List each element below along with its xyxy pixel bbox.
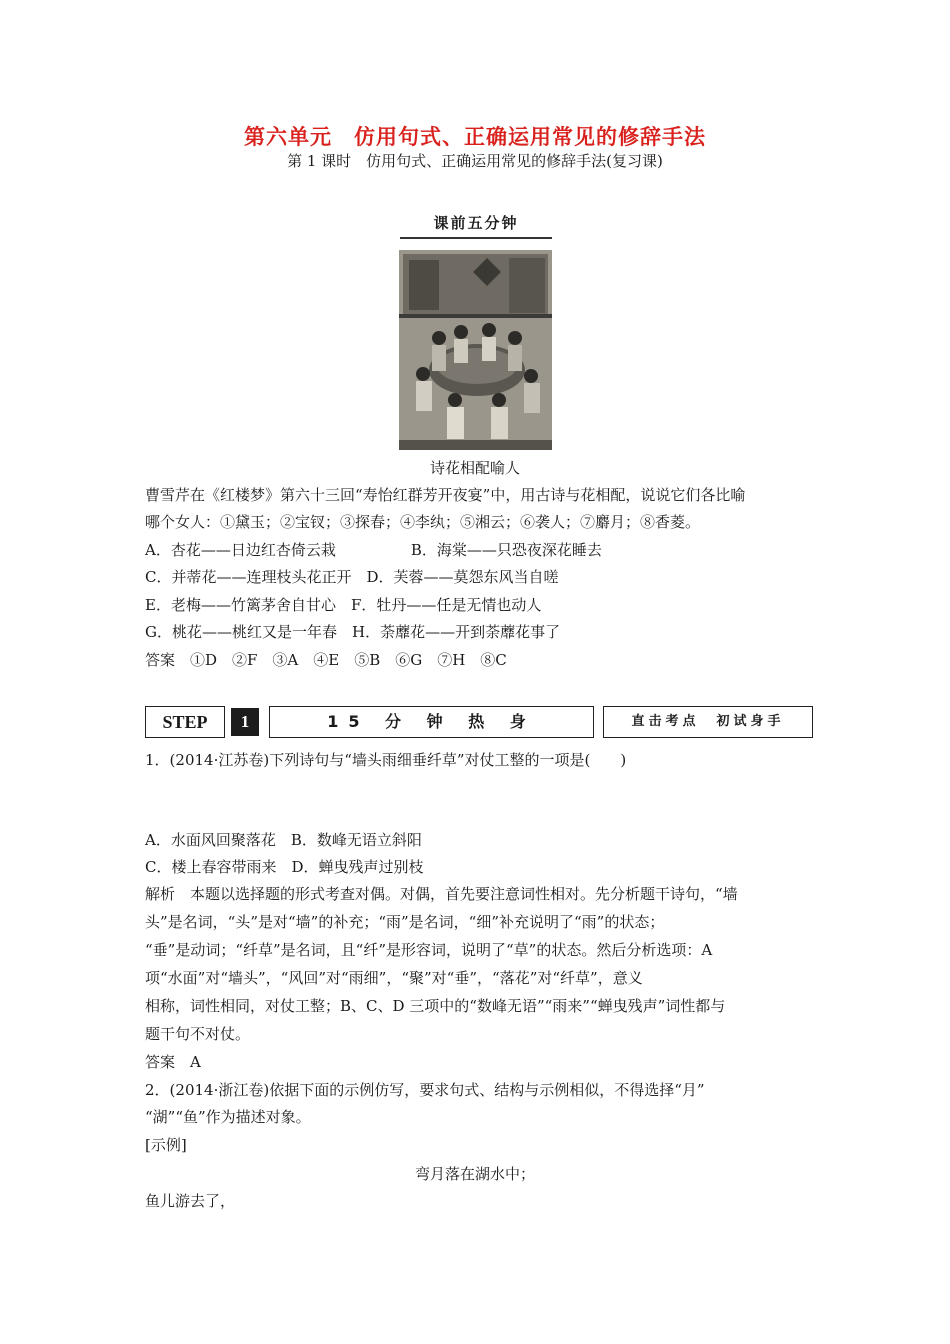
step-tag: 直击考点 初试身手 (603, 706, 813, 738)
step-banner (145, 706, 813, 740)
unit-title: 第六单元 仿用句式、正确运用常见的修辞手法 (244, 125, 706, 149)
analysis-line: 题干句不对仗。 (145, 1025, 251, 1043)
intro-line: 哪个女人：①黛玉；②宝钗；③探春；④李纨；⑤湘云；⑥袭人；⑦麝月；⑧香菱。 (145, 513, 701, 531)
option-line: A．杏花——日边红杏倚云栽 B．海棠——只恐夜深花睡去 (145, 541, 602, 559)
question-1-answer: 答案 A (145, 1053, 201, 1071)
question-1-option: C．楼上春容带雨来 D．蝉曳残声过别枝 (145, 858, 424, 876)
example-label: [示例] (145, 1136, 187, 1154)
analysis-line: 头”是名词，“头”是对“墙”的补充；“雨”是名词，“细”补充说明了“雨”的状态； (145, 913, 665, 931)
step-title: 15 分 钟 热 身 (269, 706, 594, 738)
analysis-line: 项“水面”对“墙头”，“风回”对“雨细”，“聚”对“垂”，“落花”对“纤草”，意义 (145, 969, 643, 987)
example-line: 鱼儿游去了， (145, 1192, 236, 1210)
step-label: STEP (145, 706, 225, 738)
option-line: G．桃花——桃红又是一年春 H．荼蘼花——开到荼蘼花事了 (145, 623, 561, 641)
analysis-line: 相称，词性相同，对仗工整；B、C、D 三项中的“数峰无语”“雨来”“蝉曳残声”词性都与 (145, 997, 726, 1015)
intro-line: 曹雪芹在《红楼梦》第六十三回“寿怡红群芳开夜宴”中，用古诗与花相配，说说它们各比喻 (145, 486, 746, 504)
option-line: C．并蒂花——连理枝头花正开 D．芙蓉——莫怨东风当自嗟 (145, 568, 559, 586)
example-line: 弯月落在湖水中； (414, 1165, 535, 1183)
image-caption: 诗花相配喻人 (429, 459, 520, 477)
illustration-image (399, 250, 552, 450)
analysis-line: “垂”是动词；“纤草”是名词，且“纤”是形容词，说明了“草”的状态。然后分析选项：A (145, 941, 713, 959)
step-number: 1 (231, 708, 259, 736)
painting-figures-icon (399, 250, 552, 450)
section-heading: 课前五分钟 (400, 212, 552, 239)
question-1-stem: 1．(2014·江苏卷)下列诗句与“墙头雨细垂纤草”对仗工整的一项是( ) (145, 751, 627, 769)
question-2-stem: 2．(2014·浙江卷)依据下面的示例仿写，要求句式、结构与示例相似，不得选择“月” (145, 1081, 705, 1099)
warmup-answer: 答案 ①D ②F ③A ④E ⑤B ⑥G ⑦H ⑧C (145, 651, 507, 669)
lesson-subtitle: 第 1 课时 仿用句式、正确运用常见的修辞手法(复习课) (287, 152, 663, 170)
question-2-stem: “湖”“鱼”作为描述对象。 (145, 1108, 311, 1126)
analysis-line: 解析 本题以选择题的形式考查对偶。对偶，首先要注意词性相对。先分析题干诗句，“墙 (145, 885, 738, 903)
option-line: E．老梅——竹篱茅舍自甘心 F．牡丹——任是无情也动人 (145, 596, 542, 614)
question-1-option: A．水面风回聚落花 B．数峰无语立斜阳 (145, 831, 422, 849)
